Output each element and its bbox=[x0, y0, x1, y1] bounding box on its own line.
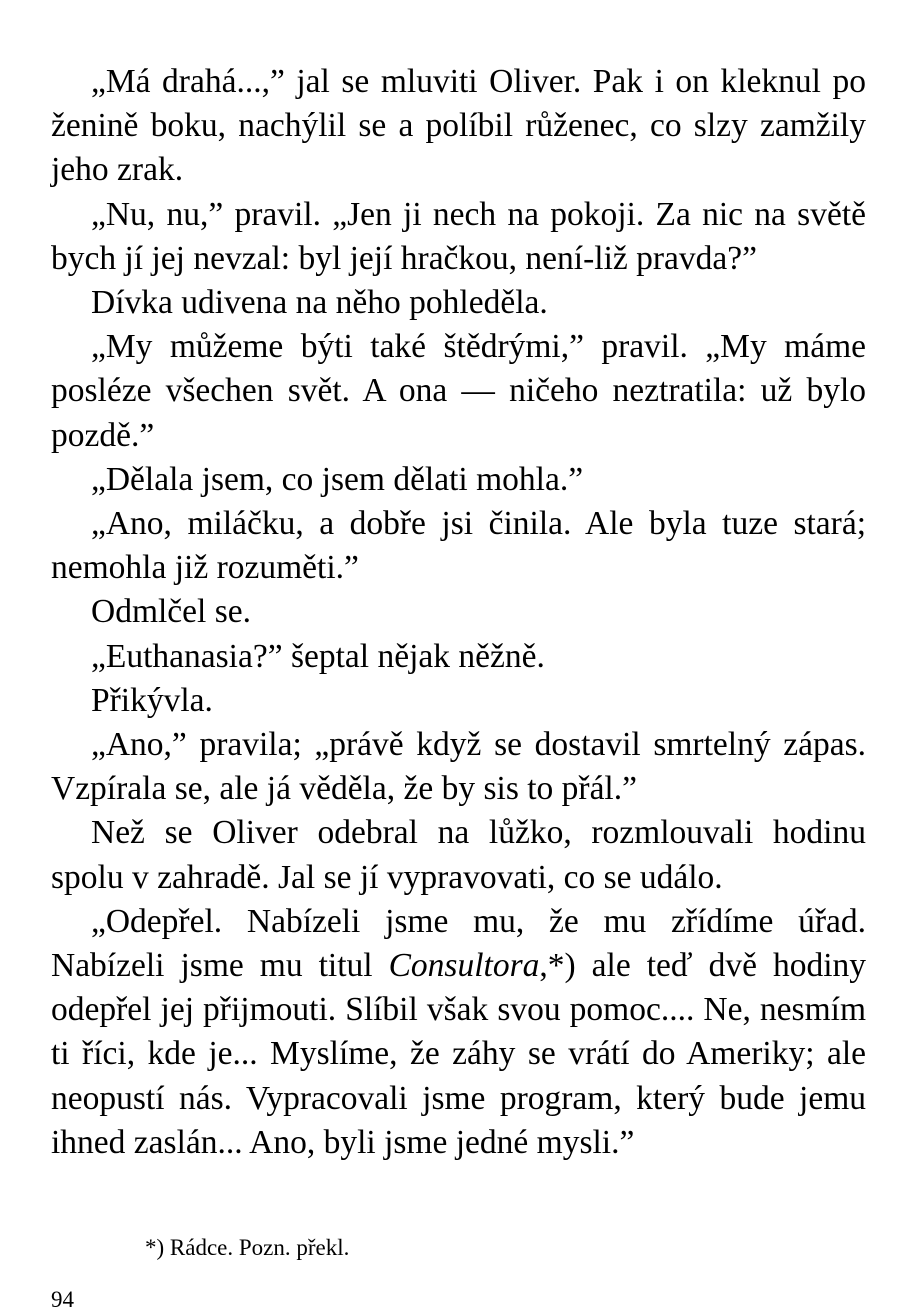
paragraph: „Nu, nu,” pravil. „Jen ji nech na pokoji. Za nic na světě bych jí jej nevzal: byl její hračkou, není-liž pravda?” bbox=[51, 195, 866, 277]
paragraph: „Ano, miláčku, a dobře jsi činila. Ale byla tuze stará; nemohla již rozuměti.” bbox=[51, 505, 866, 587]
paragraph: Odmlčel se. bbox=[91, 593, 252, 631]
paragraph: „My můžeme býti také štědrými,” pravil. „My máme posléze všechen svět. A ona — ničeho neztratila: už bylo pozdě.” bbox=[51, 328, 866, 454]
paragraph: Dívka udivena na něho pohleděla. bbox=[91, 284, 548, 322]
footnote: *) Rádce. Pozn. překl. bbox=[145, 1235, 350, 1260]
body-text bbox=[51, 60, 866, 1165]
paragraph: Přikývla. bbox=[91, 681, 213, 719]
paragraph: „Dělala jsem, co jsem dělati mohla.” bbox=[91, 460, 584, 498]
paragraph: Než se Oliver odebral na lůžko, rozmlouvali hodinu spolu v zahradě. Jal se jí vypravovati, co se událo. bbox=[51, 814, 866, 896]
paragraph: „Má drahá...,” jal se mluviti Oliver. Pak i on kleknul po ženině boku, nachýlil se a políbil růženec, co slzy zamžily jeho zrak. bbox=[51, 63, 866, 189]
italic-term: Consultora bbox=[388, 947, 540, 985]
paragraph: „Euthanasia?” šeptal nějak něžně. bbox=[91, 637, 545, 675]
paragraph-text: „Odepřel. Nabízeli jsme mu, že mu zřídíme úřad. Nabízeli jsme mu titul bbox=[51, 902, 866, 985]
page-number: 94 bbox=[51, 1287, 74, 1312]
paragraph: „Ano,” pravila; „právě když se dostavil smrtelný zápas. Vzpírala se, ale já věděla, že by sis to přál.” bbox=[51, 726, 866, 808]
paragraph-last bbox=[51, 900, 866, 1165]
paragraph-text: ,*) ale teď dvě hodiny odepřel jej přijmouti. Slíbil však svou pomoc.... Ne, nesmím ti říci, kde je... Myslíme, že záhy se vrátí do Ameriky; ale neopustí nás. Vypracovali jsme program, který bude jemu ihned zaslán... Ano, byli jsme jedné mysli.” bbox=[51, 947, 866, 1161]
